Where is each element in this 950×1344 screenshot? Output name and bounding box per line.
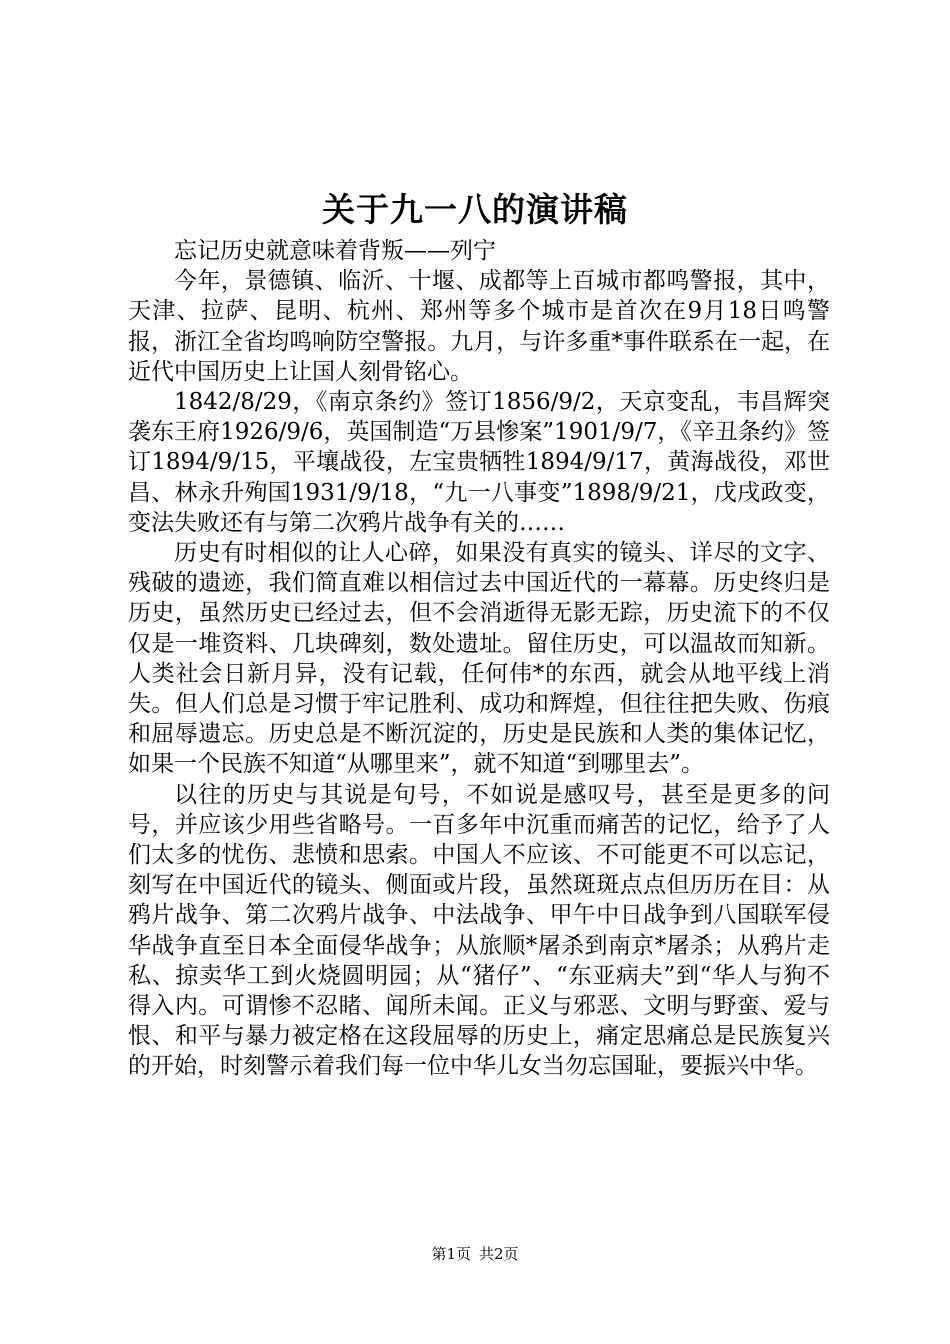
paragraph: 历史有时相似的让人心碎，如果没有真实的镜头、详尽的文字、残破的遗迹，我们简直难以相信过去中国近代的一幕幕。历史终归是历史，虽然历史已经过去，但不会消逝得无影无踪，历史流下的不仅仅是一堆资料、几块碑刻，数处遗址。留住历史，可以温故而知新。人类社会日新月异，没有记载，任何伟*的东西，就会从地平线上消失。但人们总是习惯于牢记胜利、成功和辉煌，但往往把失败、伤痕和屈辱遗忘。历史总是不断沉淀的，历史是民族和人类的集体记忆，如果一个民族不知道“从哪里来”，就不知道“到哪里去”。: [128, 540, 830, 778]
page-total: 共2页: [479, 1245, 519, 1263]
document-body: [128, 236, 830, 1082]
page-footer: [0, 1244, 950, 1264]
paragraph: 今年，景德镇、临沂、十堰、成都等上百城市都鸣警报，其中，天津、拉萨、昆明、杭州、郑州等多个城市是首次在9月18日鸣警报，浙江全省均鸣响防空警报。九月，与许多重*事件联系在一起，在近代中国历史上让国人刻骨铭心。: [128, 268, 830, 385]
paragraph: 1842/8/29，《南京条约》签订1856/9/2，天京变乱，韦昌辉突袭东王府1926/9/6，英国制造“万县惨案”1901/9/7，《辛丑条约》签订1894/9/15，平壤战役，左宝贵牺牲1894/9/17，黄海战役，邓世昌、林永升殉国1931/9/18，“九一八事变”1898/9/21，戊戌政变，变法失败还有与第二次鸦片战争有关的……: [128, 389, 830, 536]
paragraph: 以往的历史与其说是句号，不如说是感叹号，甚至是更多的问号，并应该少用些省略号。一百多年中沉重而痛苦的记忆，给予了人们太多的忧伤、悲愤和思索。中国人不应该、不可能更不可以忘记，刻写在中国近代的镜头、侧面或片段，虽然斑斑点点但历历在目：从鸦片战争、第二次鸦片战争、中法战争、甲午中日战争到八国联军侵华战争直至日本全面侵华战争；从旅顺*屠杀到南京*屠杀；从鸦片走私、掠卖华工到火烧圆明园；从“猪仔”、“东亚病夫”到“华人与狗不得入内。可谓惨不忍睹、闻所未闻。正义与邪恶、文明与野蛮、爱与恨、和平与暴力被定格在这段屈辱的历史上，痛定思痛总是民族复兴的开始，时刻警示着我们每一位中华儿女当勿忘国耻，要振兴中华。: [128, 781, 830, 1080]
paragraph-epigraph: 忘记历史就意味着背叛——列宁: [174, 238, 496, 264]
document-title: 关于九一八的演讲稿: [322, 190, 628, 229]
page-number: 第1页: [431, 1245, 471, 1263]
